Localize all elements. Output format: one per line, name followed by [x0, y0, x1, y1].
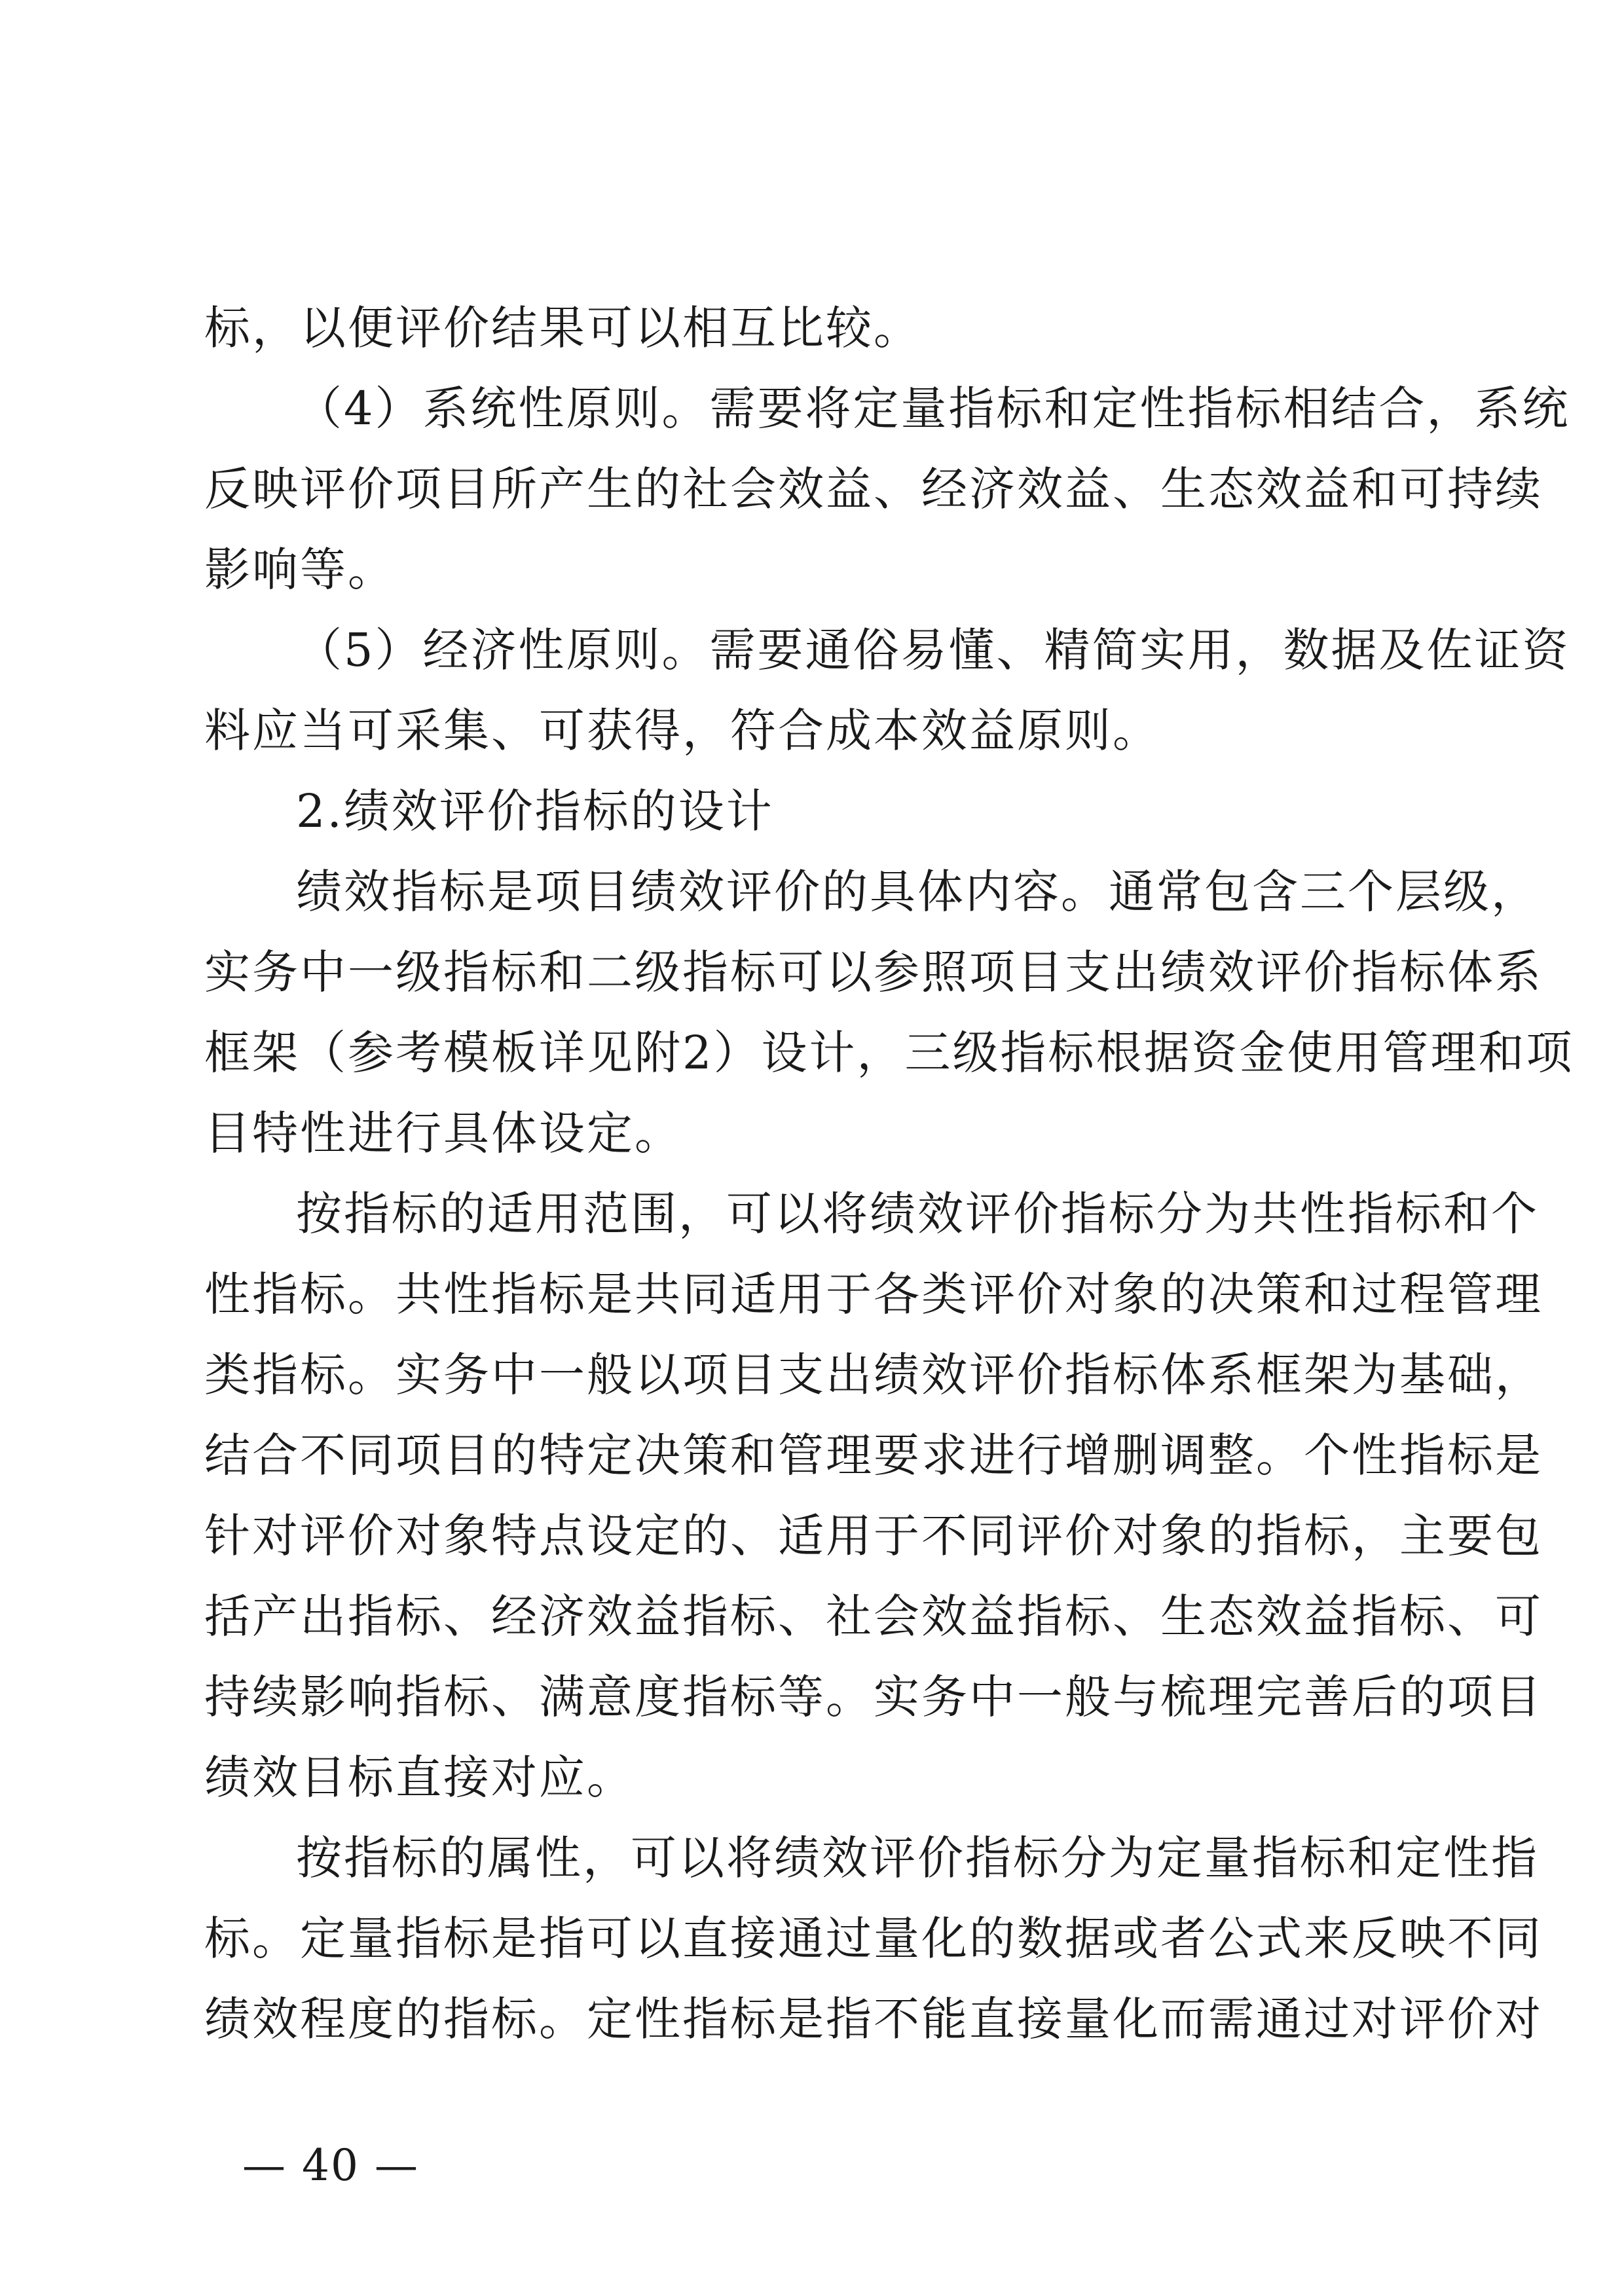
- text-line: 绩效指标是项目绩效评价的具体内容。通常包含三个层级，: [296, 865, 1539, 919]
- text-line: 持续影响指标、满意度指标等。实务中一般与梳理完善后的项目: [204, 1670, 1543, 1724]
- text-line: （5）经济性原则。需要通俗易懂、精简实用，数据及佐证资: [296, 623, 1570, 677]
- text-line: 反映评价项目所产生的社会效益、经济效益、生态效益和可持续: [204, 462, 1543, 516]
- text-line: 类指标。实务中一般以项目支出绩效评价指标体系框架为基础，: [204, 1348, 1543, 1402]
- text-line: 结合不同项目的特定决策和管理要求进行增删调整。个性指标是: [204, 1429, 1543, 1482]
- text-line: 实务中一级指标和二级指标可以参照项目支出绩效评价指标体系: [204, 945, 1543, 999]
- text-line: 框架（参考模板详见附2）设计，三级指标根据资金使用管理和项: [204, 1026, 1574, 1080]
- text-line: 针对评价对象特点设定的、适用于不同评价对象的指标，主要包: [204, 1509, 1543, 1563]
- text-line: 2.绩效评价指标的设计: [296, 784, 774, 838]
- text-line: 标。定量指标是指可以直接通过量化的数据或者公式来反映不同: [204, 1912, 1543, 1965]
- text-line: 绩效程度的指标。定性指标是指不能直接量化而需通过对评价对: [204, 1992, 1543, 2046]
- text-line: 目特性进行具体设定。: [204, 1106, 682, 1160]
- text-line: 按指标的属性，可以将绩效评价指标分为定量指标和定性指: [296, 1831, 1539, 1885]
- text-line: 性指标。共性指标是共同适用于各类评价对象的决策和过程管理: [204, 1267, 1543, 1321]
- page-number: — 40 —: [242, 2140, 419, 2191]
- text-line: 绩效目标直接对应。: [204, 1751, 635, 1804]
- text-line: （4）系统性原则。需要将定量指标和定性指标相结合，系统: [296, 382, 1570, 435]
- text-line: 括产出指标、经济效益指标、社会效益指标、生态效益指标、可: [204, 1590, 1543, 1643]
- text-line: 按指标的适用范围，可以将绩效评价指标分为共性指标和个: [296, 1187, 1539, 1241]
- text-line: 影响等。: [204, 543, 396, 596]
- text-line: 标，以便评价结果可以相互比较。: [204, 301, 921, 355]
- document-body: [204, 288, 1574, 2060]
- text-line: 料应当可采集、可获得，符合成本效益原则。: [204, 704, 1160, 757]
